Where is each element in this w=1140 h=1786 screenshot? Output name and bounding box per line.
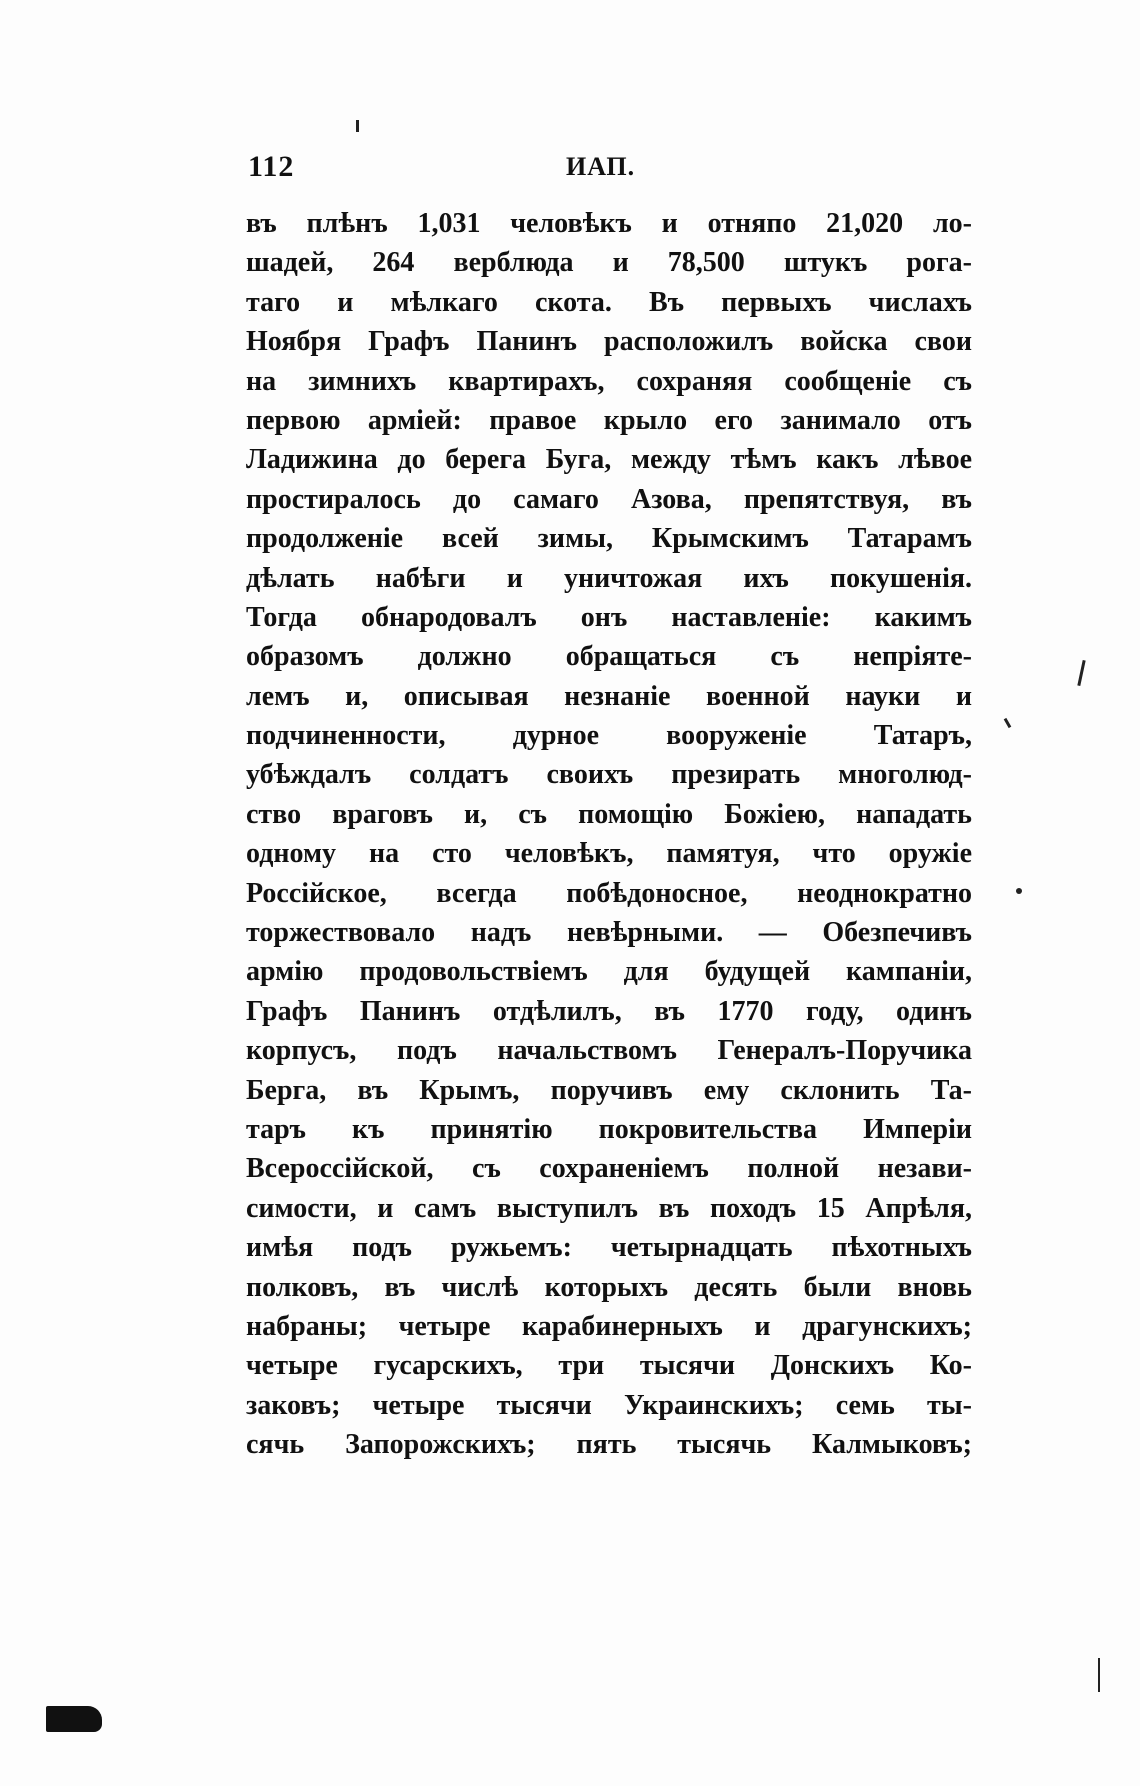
text-line: на зимнихъ квартирахъ, сохраняя сообщеніе съ [246, 365, 972, 397]
text-line: лемъ и, описывая незнаніе военной науки и [246, 680, 972, 712]
text-line: Тогда обнародовалъ онъ наставленіе: какимъ [246, 601, 972, 633]
text-line: ство враговъ и, съ помощію Божіею, нападать [246, 798, 972, 830]
text-line: имѣя подъ ружьемъ: четырнадцать пѣхотныхъ [246, 1232, 972, 1264]
scan-speck [1098, 1658, 1100, 1692]
text-line: шадей, 264 верблюда и 78,500 штукъ рога- [246, 247, 972, 279]
text-line: простиралось до самаго Азова, препятствуя, въ [246, 483, 972, 515]
body-text [246, 204, 972, 1465]
text-line: четыре гусарскихъ, три тысячи Донскихъ Ко- [246, 1350, 972, 1382]
text-line: Ноября Графъ Панинъ расположилъ войска свои [246, 326, 972, 358]
text-line: торжествовало надъ невѣрными. — Обезпечивъ [246, 917, 972, 949]
text-line: одному на сто человѣкъ, памятуя, что оружіе [246, 838, 972, 870]
text-line: въ плѣнъ 1,031 человѣкъ и отняпо 21,020 ло- [246, 208, 972, 239]
text-line: корпусъ, подъ начальствомъ Генералъ-Поручика [246, 1035, 972, 1067]
text-line: заковъ; четыре тысячи Украинскихъ; семь ты- [246, 1389, 972, 1421]
text-line: армію продовольствіемъ для будущей кампаніи, [246, 956, 972, 988]
scan-speck [1077, 660, 1085, 686]
text-line: дѣлать набѣги и уничтожая ихъ покушенія. [246, 562, 972, 594]
page-number: 112 [248, 150, 295, 183]
scan-speck [1016, 888, 1022, 894]
text-line: Всероссійской, съ сохраненіемъ полной незави- [246, 1153, 972, 1185]
text-line: первою арміей: правое крыло его занимало отъ [246, 404, 972, 436]
text-line: Ладижина до берега Буга, между тѣмъ какъ лѣвое [246, 444, 972, 476]
text-line: образомъ должно обращаться съ непріяте- [246, 641, 972, 673]
scan-speck [1004, 718, 1012, 728]
text-line: таръ къ принятію покровительства Имперіи [246, 1113, 972, 1145]
text-line: симости, и самъ выступилъ въ походъ 15 Апрѣля, [246, 1192, 972, 1224]
text-line: набраны; четыре карабинерныхъ и драгунскихъ; [246, 1310, 972, 1342]
ink-blot [46, 1706, 102, 1732]
text-line: полковъ, въ числѣ которыхъ десять были вновь [246, 1271, 972, 1303]
text-line: Россійское, всегда побѣдоносное, неоднократно [246, 877, 972, 909]
text-line: сячь Запорожскихъ; пять тысячь Калмыковъ; [246, 1429, 972, 1461]
running-head: ИАП. [566, 152, 636, 181]
text-line: Графъ Панинъ отдѣлилъ, въ 1770 году, одинъ [246, 995, 972, 1027]
scan-speck [356, 120, 359, 132]
text-line: Берга, въ Крымъ, поручивъ ему склонить Та- [246, 1074, 972, 1106]
text-line: подчиненности, дурное вооруженіе Татаръ, [246, 720, 972, 752]
text-line: убѣждалъ солдатъ своихъ презирать многолюд- [246, 759, 972, 791]
text-line: таго и мѣлкаго скота. Въ первыхъ числахъ [246, 286, 972, 318]
page-header [248, 150, 968, 190]
text-line: продолженіе всей зимы, Крымскимъ Татарамъ [246, 523, 972, 555]
